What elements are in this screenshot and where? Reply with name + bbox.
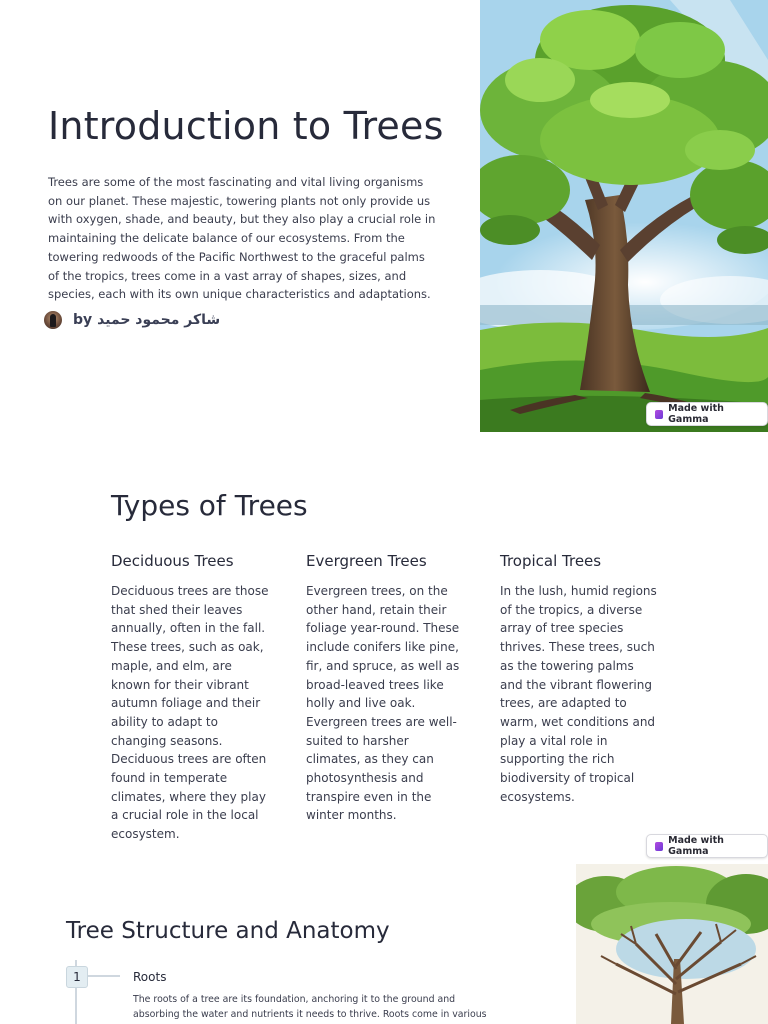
tree-illustration	[480, 0, 768, 432]
author-name-text: شاكر محمود حميد	[97, 312, 221, 328]
slide1-body-text: Trees are some of the most fascinating and vital living organisms on our planet. These majestic, towering plants not only provide us with oxygen, shade, and beauty, but they also play a crucial role in maintaining the delicate balance of our ecosystems. From the towering redwoods of the Pacific Northwest to the graceful palms of the tropics, trees come in a vast array of shapes, sizes, and species, each with its own unique characteristics and adaptations.	[48, 175, 436, 302]
column-heading: Evergreen Trees	[306, 552, 427, 570]
tree-anatomy-illustration	[576, 864, 768, 1024]
author-avatar	[44, 311, 62, 329]
gamma-logo-icon	[655, 410, 663, 419]
timeline-step-title: Roots	[133, 970, 167, 984]
timeline-step-number: 1	[66, 966, 88, 988]
slide3-title: Tree Structure and Anatomy	[66, 918, 390, 944]
column-heading: Deciduous Trees	[111, 552, 234, 570]
slide-types-of-trees	[0, 432, 768, 864]
author-prefix: by	[73, 312, 93, 328]
slide2-title: Types of Trees	[111, 489, 308, 522]
author-name	[73, 312, 220, 328]
column-text: Deciduous trees are those that shed their leaves annually, often in the fall. These trees, such as oak, maple, and elm, are known for their vibrant autumn foliage and their ability to adapt to changing seasons. Deciduous trees are often found in temperate climates, where they play a crucial role in the local ecosystem.	[111, 584, 269, 842]
gamma-logo-icon	[655, 842, 663, 851]
made-with-gamma-badge[interactable]	[646, 402, 768, 426]
author-line	[44, 311, 220, 329]
slide-tree-structure	[0, 864, 768, 1024]
badge-label: Made with Gamma	[668, 403, 724, 425]
column-deciduous	[111, 552, 271, 844]
slide-introduction	[0, 0, 768, 432]
column-text: Evergreen trees, on the other hand, retain their foliage year-round. These include conifers like pine, fir, and spruce, as well as broad-leaved trees like holly and live oak. Evergreen trees are well-suited to harsher climates, as they can photosynthesis and transpire even in the winter months.	[306, 584, 460, 823]
column-text: In the lush, humid regions of the tropics, a diverse array of tree species thrives. These trees, such as the towering palms and the vibrant flowering trees, are adapted to warm, wet conditions and play a vital role in supporting the rich biodiversity of tropical ecosystems.	[500, 584, 657, 804]
badge-label: Made with Gamma	[668, 835, 724, 857]
timeline-connector	[88, 975, 120, 977]
column-heading: Tropical Trees	[500, 552, 602, 570]
column-tropical	[500, 552, 660, 806]
slide1-title: Introduction to Trees	[48, 104, 444, 148]
timeline-step-text: The roots of a tree are its foundation, anchoring it to the ground and absorbing the water and nutrients it needs to thrive. Roots come in various	[133, 994, 487, 1020]
made-with-gamma-badge[interactable]	[646, 834, 768, 858]
tree-anatomy-image	[576, 864, 768, 1024]
hero-tree-image	[480, 0, 768, 432]
column-evergreen	[306, 552, 466, 825]
